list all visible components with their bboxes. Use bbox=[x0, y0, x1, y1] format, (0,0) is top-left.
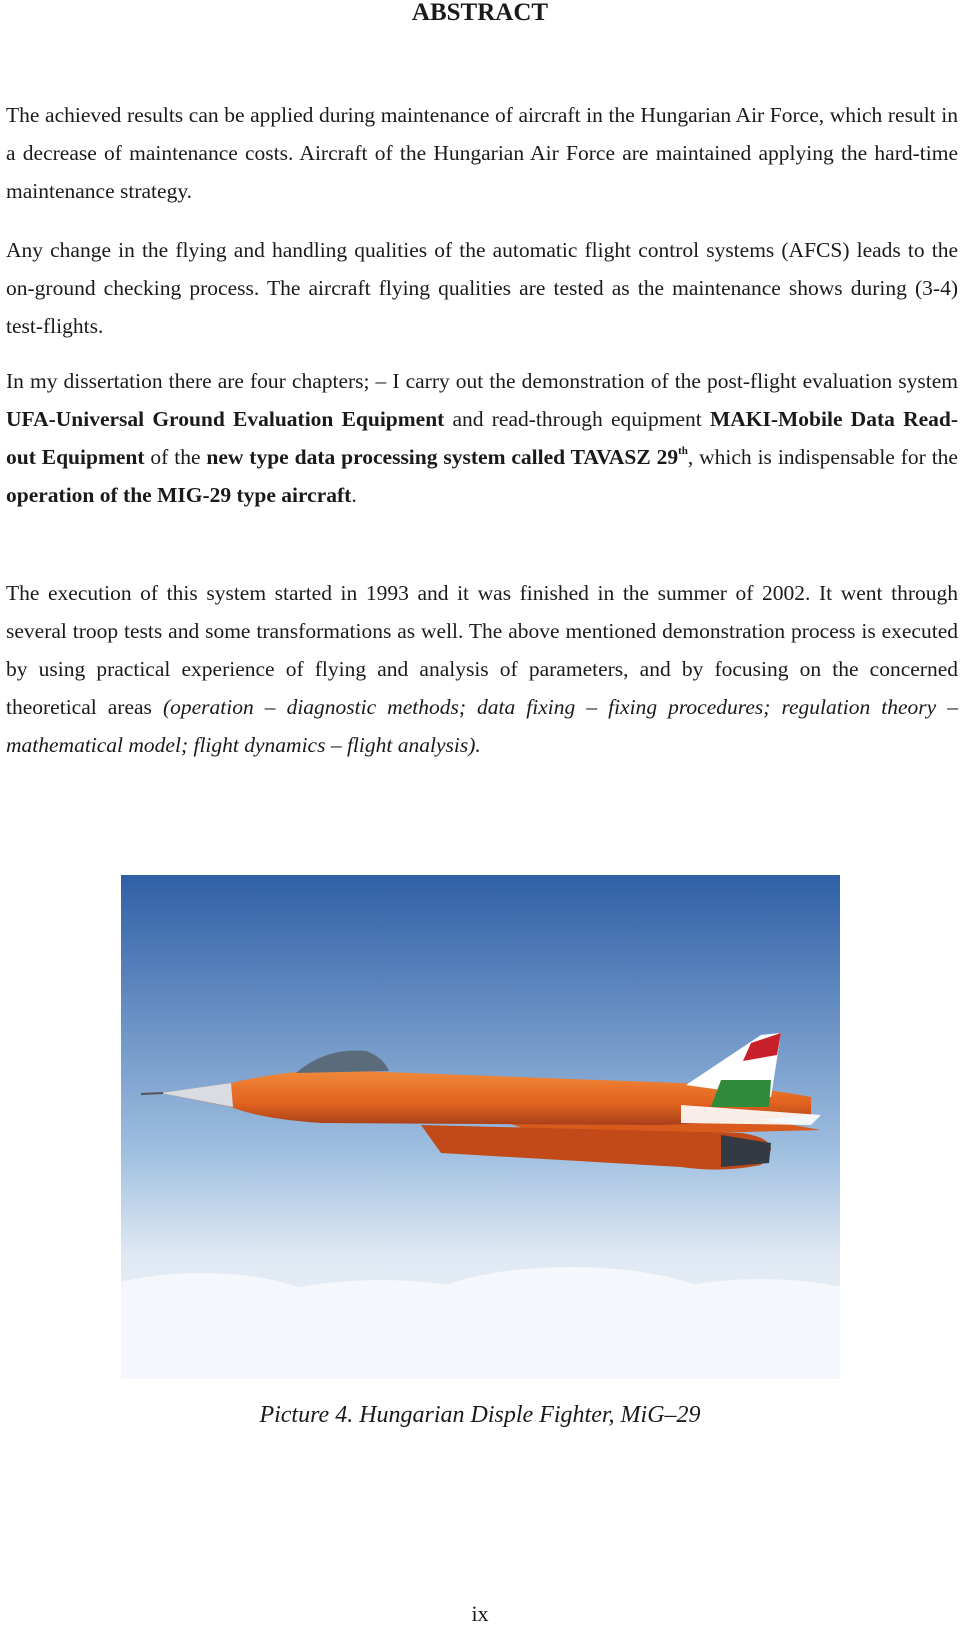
p3-bold-ufa: UFA-Universal Ground Evaluation Equipment bbox=[6, 407, 445, 431]
clouds bbox=[121, 1267, 840, 1379]
figure-caption: Picture 4. Hungarian Disple Fighter, MiG–29 bbox=[259, 1402, 701, 1428]
p4-italic: (operation – diagnostic methods; data fixing – fixing procedures; regulation theory – mathematical model; flight dynamics – flight analysis). bbox=[6, 695, 958, 757]
paragraph-maintenance: The achieved results can be applied during maintenance of aircraft in the Hungarian Air Force, which result in a decrease of maintenance costs. Aircraft of the Hungarian Air Force are maintained applying the hard-time maintenance strategy. bbox=[6, 103, 958, 203]
p3-text-2: and read-through equipment bbox=[444, 407, 710, 431]
p3-superscript: th bbox=[678, 445, 688, 457]
paragraph-dissertation bbox=[6, 362, 958, 514]
page-number: ix bbox=[471, 1601, 489, 1626]
p4-text: The execution of this system started in 1993 and it was finished in the summer of 2002. It went through several troop tests and some transformations as well. The above mentioned demonstration process is executed by using practical experience of flying and analysis of parameters, and by focusing on the concerned theoretical areas bbox=[6, 581, 958, 719]
p3-text-3: of the bbox=[144, 445, 207, 469]
mig29-photo bbox=[121, 875, 840, 1379]
p3-bold-tavasz: new type data processing system called TAVASZ 29 bbox=[206, 445, 679, 469]
p3-text-4: , which is indispensable for the bbox=[687, 445, 958, 469]
paragraph-execution bbox=[6, 574, 958, 764]
abstract-heading: ABSTRACT bbox=[411, 0, 549, 26]
p3-text-5: . bbox=[351, 483, 357, 507]
p3-bold-operation: operation of the MIG-29 type aircraft bbox=[6, 483, 352, 507]
p3-text-1: In my dissertation there are four chapters; – I carry out the demonstration of the post-flight evaluation system bbox=[6, 369, 958, 393]
paragraph-afcs: Any change in the flying and handling qualities of the automatic flight control systems (AFCS) leads to the on-ground checking process. The aircraft flying qualities are tested as the maintenance shows during (3-4) test-flights. bbox=[6, 238, 958, 338]
p3-bold-maki: MAKI-Mobile Data Read-out Equipment bbox=[6, 407, 959, 469]
